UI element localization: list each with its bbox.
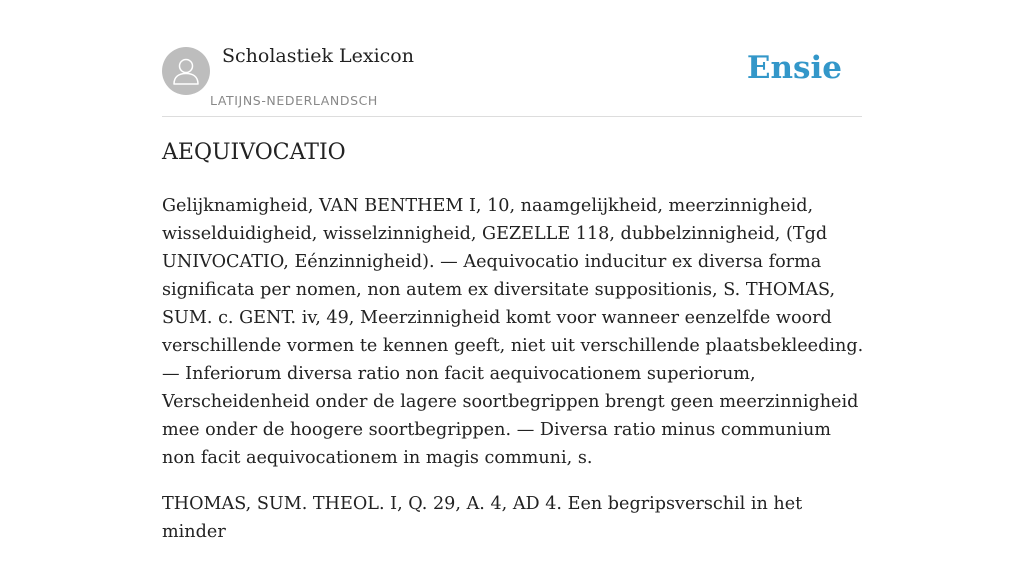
brand-logo[interactable]: Ensie	[746, 50, 842, 86]
header	[162, 0, 862, 117]
avatar[interactable]	[162, 47, 210, 95]
entry-title: AEQUIVOCATIO	[162, 140, 346, 165]
entry-body	[162, 192, 864, 564]
user-icon	[162, 47, 210, 95]
entry-paragraph: THOMAS, SUM. THEOL. I, Q. 29, A. 4, AD 4. Een begripsverschil in het minder	[162, 494, 803, 542]
entry-paragraph: Gelijknamigheid, VAN BENTHEM I, 10, naamgelijkheid, meerzinnigheid, wisselduidigheid, wisselzinnigheid, GEZELLE 118, dubbelzinnigheid, (Tgd UNIVOCATIO, Eénzinnigheid). — Aequivocatio inducitur ex diversa forma significata per nomen, non autem ex diversitate suppositionis, S. THOMAS, SUM. c. GENT. iv, 49, Meerzinnigheid komt voor wanneer eenzelfde woord verschillende vormen te kennen geeft, niet uit verschillende plaatsbekleeding. — Inferiorum diversa ratio non facit aequivocationem superiorum, Verscheidenheid onder de lagere soortbegrippen brengt geen meerzinnigheid mee onder de hoogere soortbegrippen. — Diversa ratio minus communium non facit aequivocationem in magis communi, s.	[162, 196, 864, 468]
lexicon-subtitle: LATIJNS-NEDERLANDSCH	[210, 93, 378, 108]
lexicon-title[interactable]: Scholastiek Lexicon	[222, 45, 414, 67]
